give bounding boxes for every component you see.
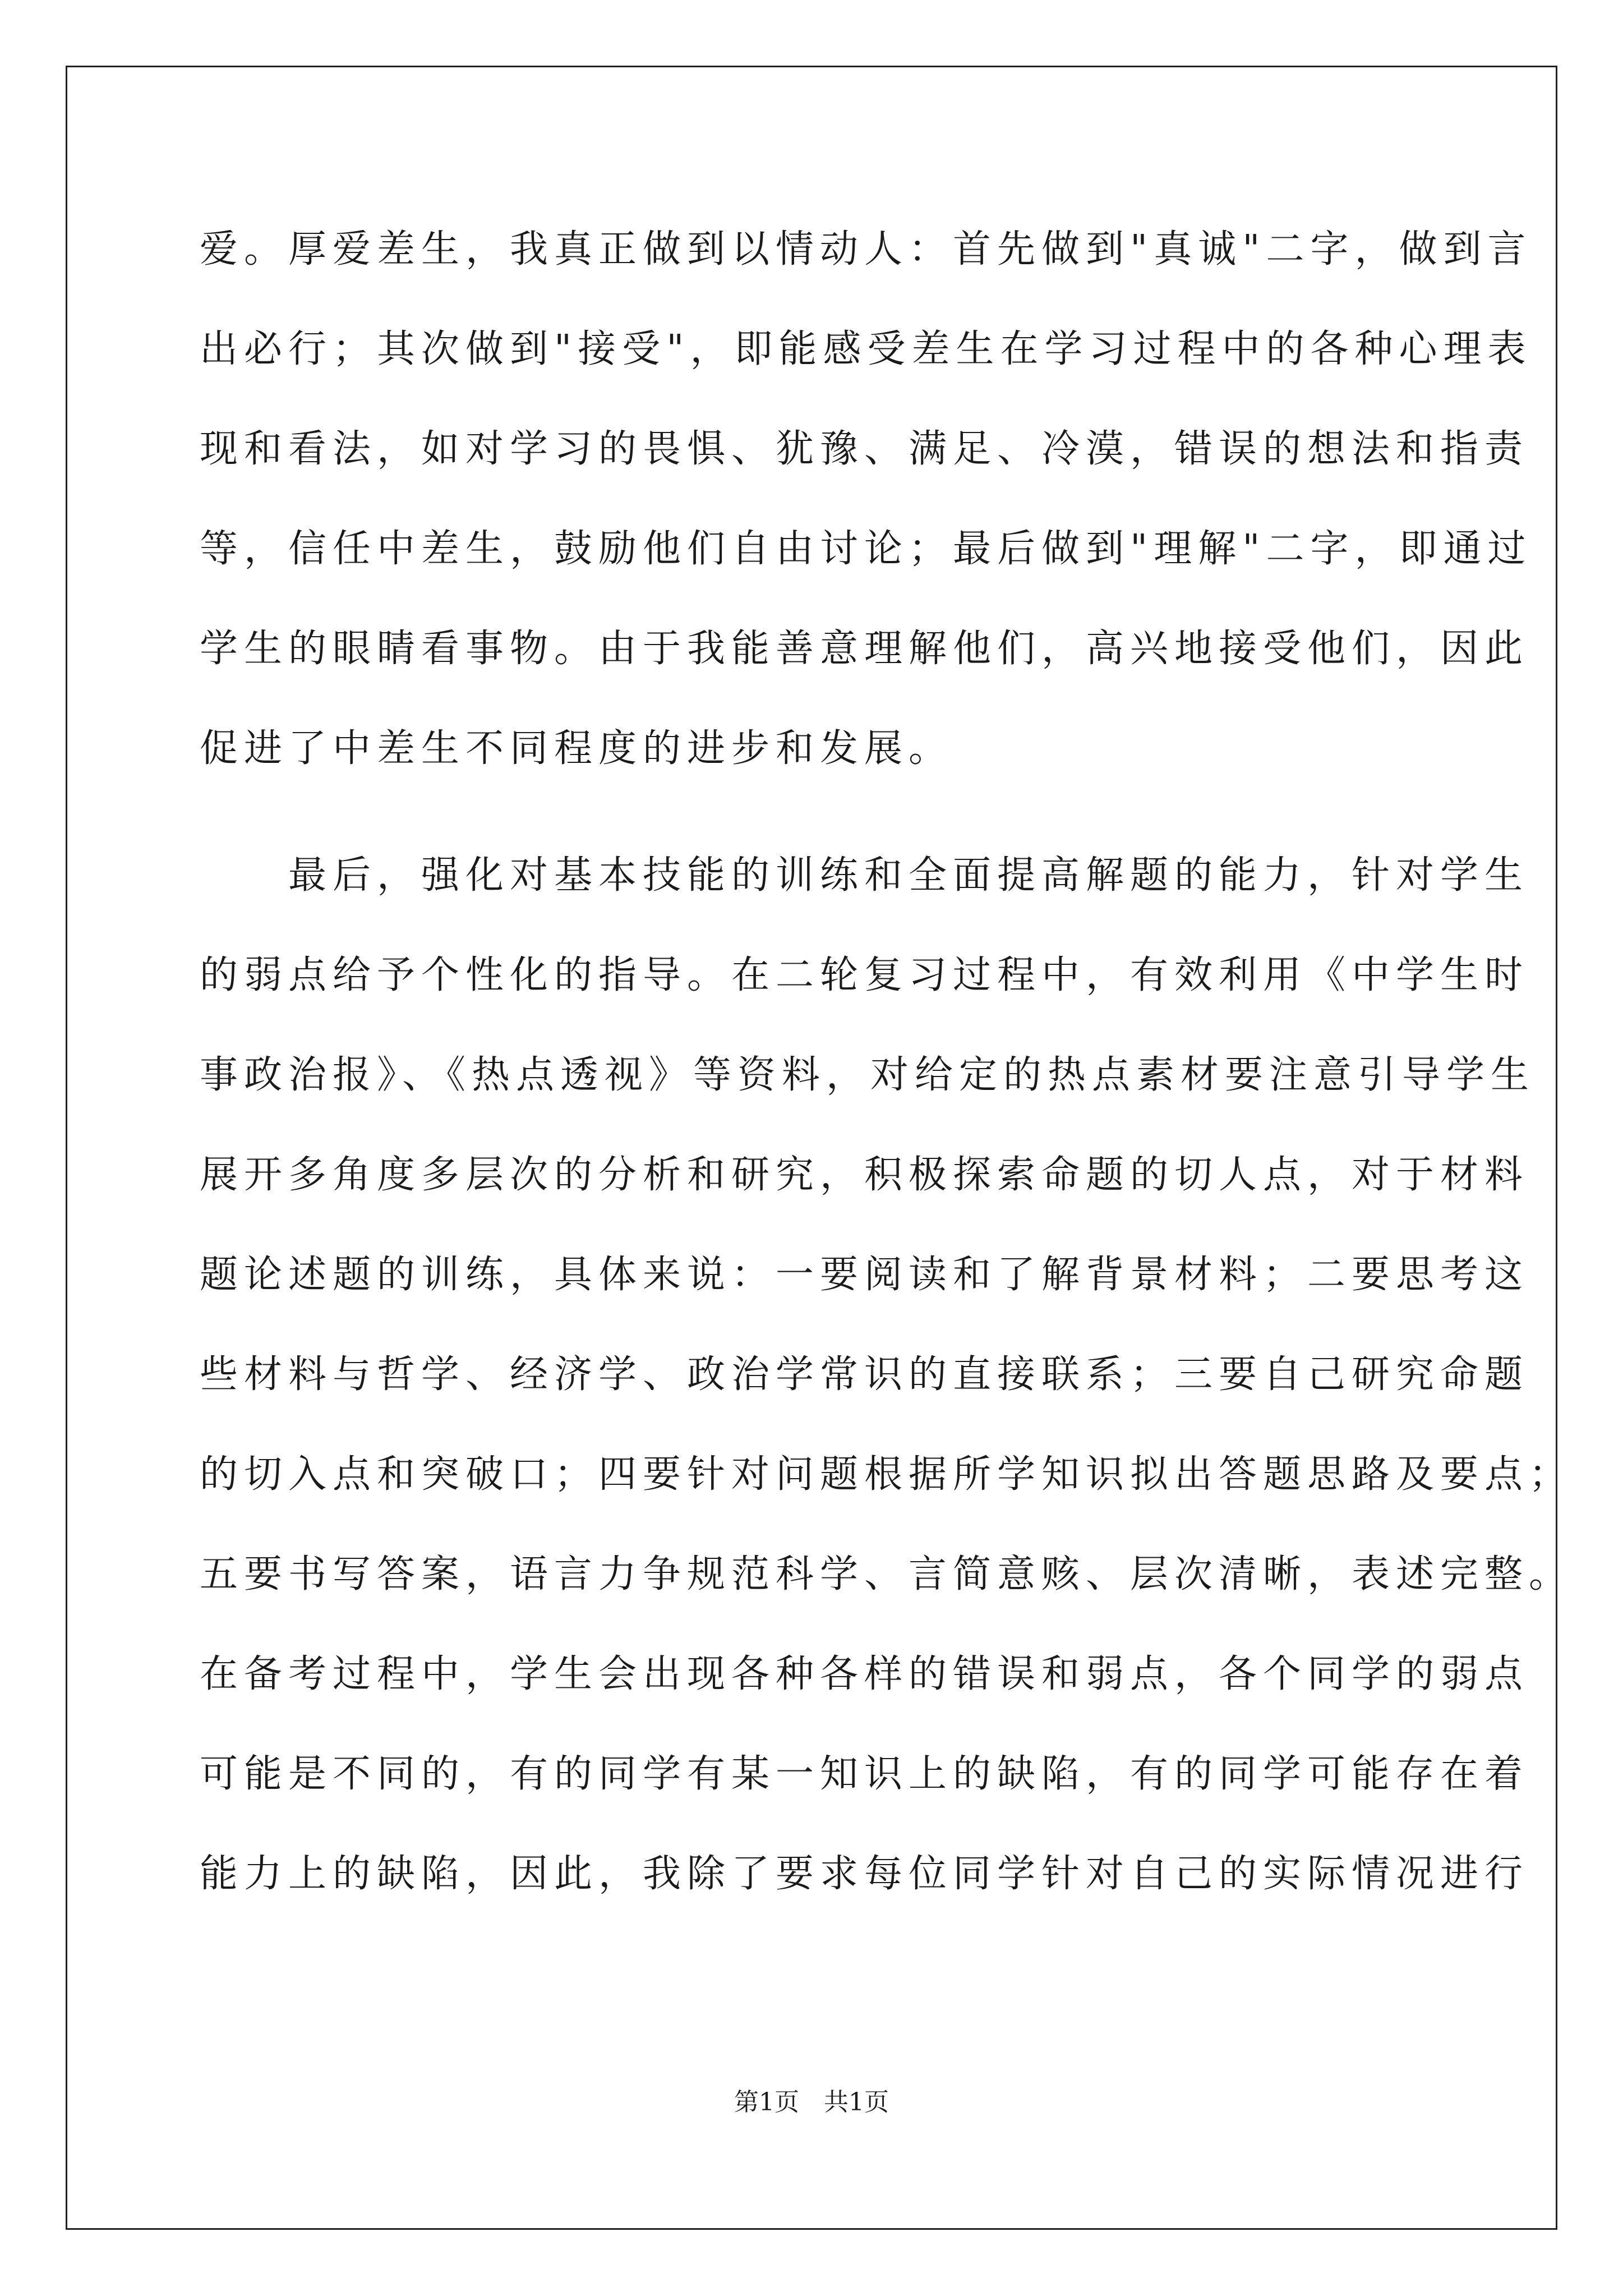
text-line: 题论述题的训练，具体来说：一要阅读和了解背景材料；二要思考这	[200, 1253, 1529, 1297]
text-line: 五要书写答案，语言力争规范科学、言简意赅、层次清晰，表述完整。	[200, 1552, 1574, 1596]
text-line: 爱。厚爱差生，我真正做到以情动人：首先做到"真诚"二字，做到言	[200, 227, 1532, 272]
text-line: 促进了中差生不同程度的进步和发展。	[200, 726, 953, 771]
text-line: 的切入点和突破口；四要针对问题根据所学知识拟出答题思路及要点；	[200, 1452, 1574, 1497]
paragraph-2	[200, 842, 1574, 1940]
paragraph-spacing	[200, 815, 1433, 842]
text-line: 展开多角度多层次的分析和研究，积极探索命题的切人点，对于材料	[200, 1153, 1529, 1197]
document-body	[200, 216, 1574, 1940]
text-line: 能力上的缺陷，因此，我除了要求每位同学针对自己的实际情况进行	[200, 1852, 1529, 1896]
text-line: 可能是不同的，有的同学有某一知识上的缺陷，有的同学可能存在着	[200, 1752, 1529, 1796]
text-line: 的弱点给予个性化的指导。在二轮复习过程中，有效利用《中学生时	[200, 953, 1529, 997]
text-line: 在备考过程中，学生会出现各种各样的错误和弱点，各个同学的弱点	[200, 1652, 1529, 1696]
text-line: 些材料与哲学、经济学、政治学常识的直接联系；三要自己研究命题	[200, 1352, 1529, 1397]
text-line: 现和看法，如对学习的畏惧、犹豫、满足、冷漠，错误的想法和指责	[200, 427, 1529, 471]
paragraph-1	[200, 216, 1532, 815]
page-number-footer: 第1页 共1页	[734, 2088, 889, 2116]
text-line: 事政治报》、《热点透视》等资料，对给定的热点素材要注意引导学生	[200, 1053, 1536, 1097]
text-line: 等，信任中差生，鼓励他们自由讨论；最后做到"理解"二字，即通过	[200, 527, 1532, 571]
text-line: 最后，强化对基本技能的训练和全面提高解题的能力，针对学生	[200, 853, 1529, 898]
text-line: 出必行；其次做到"接受"，即能感受差生在学习过程中的各种心理表	[200, 327, 1532, 371]
text-line: 学生的眼睛看事物。由于我能善意理解他们，高兴地接受他们，因此	[200, 627, 1529, 671]
